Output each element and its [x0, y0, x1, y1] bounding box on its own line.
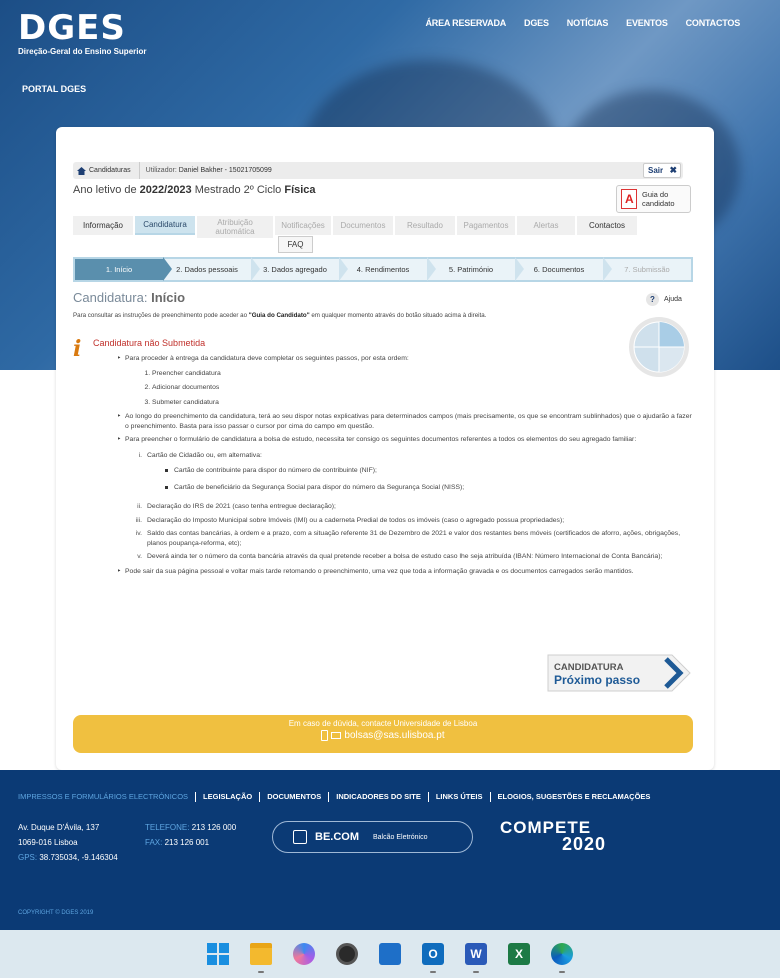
step-documentos[interactable]: 6. Documentos [515, 259, 603, 280]
excel-icon[interactable]: X [508, 943, 530, 965]
address-line2: 1069-016 Lisboa [18, 838, 78, 847]
logo-subtitle: Direção-Geral do Ensino Superior [18, 47, 147, 56]
roman-numeral: iii. [135, 516, 142, 524]
gps-line [18, 850, 118, 865]
intro-text [73, 312, 486, 319]
step-submissao: 7. Submissão [603, 259, 691, 280]
logout-button[interactable] [643, 163, 681, 178]
nav-noticias[interactable]: NOTÍCIAS [566, 18, 609, 28]
page-title [73, 290, 185, 305]
list-item: 3. Submeter candidatura [152, 398, 694, 408]
footer [0, 770, 780, 930]
top-nav [426, 18, 741, 28]
copyright: COPYRIGHT © DGES 2019 [18, 910, 94, 916]
next-step-line1: CANDIDATURA [554, 662, 624, 673]
home-icon [77, 167, 86, 175]
taskbar [0, 930, 780, 978]
edge-icon[interactable] [551, 943, 573, 965]
candidaturas-label: Candidaturas [89, 167, 131, 174]
phone-line [145, 820, 236, 835]
gps-label: GPS: [18, 853, 38, 862]
instructions [114, 354, 694, 576]
becom-button[interactable] [272, 821, 473, 853]
footer-address [18, 820, 118, 865]
nav-area-reservada[interactable]: ÁREA RESERVADA [425, 18, 507, 28]
obs-icon[interactable] [336, 943, 358, 965]
mail-icon [331, 732, 341, 739]
user-prefix: Utilizador: [145, 167, 177, 174]
roman-numeral: iv. [135, 530, 142, 537]
instruction-item: ‣ Ao longo do preenchimento da candidatura, terá ao seu dispor notas explicativas para determinados campos (mais precisamente, os que se encontram sublinhados) que o ajudarão a fazer o preenchimento. Basta para isso passar o cursor por cima do campo em questão. [114, 412, 694, 431]
outlook-icon[interactable]: O [422, 943, 444, 965]
footer-link-elogios[interactable]: ELOGIOS, SUGESTÕES E RECLAMAÇÕES [490, 792, 658, 802]
tab-contactos[interactable]: Contactos [577, 216, 637, 235]
tab-informacao[interactable]: Informação [73, 216, 133, 235]
info-icon: i [73, 336, 82, 362]
instruction-item: ‣ Pode sair da sua página pessoal e voltar mais tarde retomando o preenchimento, uma vez que toda a informação gravada e os documentos carregados serão mantidos. [114, 567, 694, 577]
compete-year: 2020 [562, 834, 607, 854]
list-item: Cartão de beneficiário da Segurança Social para dispor do número da Segurança Social (NISS); [165, 483, 694, 493]
progress-steps [73, 257, 693, 282]
nav-dges[interactable]: DGES [524, 18, 549, 28]
tab-pagamentos: Pagamentos [457, 216, 515, 235]
steps-list [152, 369, 694, 408]
user-info [140, 167, 272, 174]
instruction-item: ‣ Para preencher o formulário de candidatura a bolsa de estudo, necessita ter consigo os seguintes documentos referentes a todos os elementos do seu agregado familiar: [114, 435, 694, 445]
documents-list [130, 451, 694, 562]
logo-text: DGES [18, 8, 126, 48]
app-icon[interactable] [379, 943, 401, 965]
user-bar [73, 162, 683, 179]
contact-email[interactable]: bolsas@sas.ulisboa.pt [344, 730, 445, 741]
guide-label: Guia do candidato [642, 190, 675, 208]
document-item-text: Deverá ainda ter o número da conta bancária através da qual pretende receber a bolsa de estudo caso lhe seja atribuída (IBAN: Número Internacional de Conta Bancária); [147, 553, 663, 560]
tel-value: 213 126 000 [191, 823, 237, 832]
list-item [130, 516, 694, 526]
gps-value: 38.735034, -9.146304 [39, 853, 118, 862]
phone-icon [321, 730, 328, 741]
footer-link-indicadores[interactable]: INDICADORES DO SITE [328, 792, 428, 802]
file-explorer-icon[interactable] [250, 943, 272, 965]
application-card [56, 127, 714, 770]
intro-after: em qualquer momento através do botão situado acima à direita. [309, 312, 487, 319]
footer-link-links-uteis[interactable]: LINKS ÚTEIS [428, 792, 490, 802]
roman-numeral: ii. [137, 503, 142, 510]
user-name: Daniel Bakher - 15021705099 [178, 167, 272, 174]
academic-year-line [73, 184, 316, 196]
list-item [130, 502, 694, 512]
tab-atribuicao-automatica: Atribuição automática [197, 216, 273, 238]
list-item [130, 529, 694, 548]
footer-link-impressos[interactable]: IMPRESSOS E FORMULÁRIOS ELECTRÓNICOS [18, 792, 189, 801]
degree-value: Mestrado 2º Ciclo [194, 184, 282, 196]
list-item [130, 552, 694, 562]
fax-value: 213 126 001 [164, 838, 210, 847]
becom-name: BE.COM [315, 831, 359, 843]
word-icon[interactable]: W [465, 943, 487, 965]
fax-label: FAX: [145, 838, 163, 847]
nav-eventos[interactable]: EVENTOS [626, 18, 668, 28]
step-patrimonio[interactable]: 5. Património [427, 259, 515, 280]
contact-text: Em caso de dúvida, contacte Universidade de Lisboa [288, 719, 478, 728]
help-button[interactable] [646, 293, 682, 306]
notice-title: Candidatura não Submetida [93, 338, 206, 348]
copilot-icon[interactable] [293, 943, 315, 965]
windows-start-icon[interactable] [207, 943, 229, 965]
address-line1: Av. Duque D'Ávila, 137 [18, 823, 100, 832]
compete-logo[interactable] [500, 820, 606, 852]
contact-email-row [73, 730, 693, 741]
roman-numeral: i. [138, 451, 142, 459]
tab-bar [73, 216, 637, 238]
document-item-text: Declaração do IRS de 2021 (caso tenha entregue declaração); [147, 503, 336, 510]
footer-link-legislacao[interactable]: LEGISLAÇÃO [195, 792, 259, 802]
question-icon: ? [646, 293, 659, 306]
tab-resultado: Resultado [395, 216, 455, 235]
next-step-line2: Próximo passo [554, 673, 641, 687]
pdf-icon [621, 189, 637, 209]
intro-before: Para consultar as instruções de preenchimento pode aceder ao [73, 312, 249, 319]
list-item: 2. Adicionar documentos [152, 383, 694, 393]
footer-phones [145, 820, 236, 850]
tab-alertas: Alertas [517, 216, 575, 235]
logout-label: Sair [648, 166, 664, 175]
tab-faq[interactable]: FAQ [278, 236, 313, 253]
document-item-text: Saldo das contas bancárias, à ordem e a prazo, com a situação referente 31 de Dezembro de 2021 e valor dos restantes bens móveis (certificados de aforro, ações, obrigações, planos poupança-reforma, etc); [147, 530, 681, 547]
becom-sub: Balcão Eletrónico [373, 833, 428, 841]
step-dados-pessoais[interactable]: 2. Dados pessoais [163, 259, 251, 280]
guide-button[interactable] [616, 185, 691, 213]
course-value: Física [284, 184, 316, 196]
tab-documentos: Documentos [333, 216, 393, 235]
step-dados-agregado[interactable]: 3. Dados agregado [251, 259, 339, 280]
step-rendimentos[interactable]: 4. Rendimentos [339, 259, 427, 280]
step-inicio[interactable]: 1. Início [75, 259, 163, 280]
tab-notificacoes: Notificações [275, 216, 331, 235]
list-item: 1. Preencher candidatura [152, 369, 694, 379]
intro-bold: "Guia do Candidato" [248, 312, 310, 319]
page-title-name: Início [151, 290, 186, 305]
footer-links [18, 792, 657, 802]
roman-numeral: v. [137, 553, 142, 560]
year-prefix: Ano letivo de [73, 184, 137, 196]
document-item-text: Cartão de Cidadão ou, em alternativa: [147, 451, 262, 459]
footer-link-documentos[interactable]: DOCUMENTOS [259, 792, 328, 802]
nav-contactos[interactable]: CONTACTOS [685, 18, 740, 28]
instruction-item: ‣ Para proceder à entrega da candidatura deve completar os seguintes passos, por esta ordem: [114, 354, 694, 364]
list-item [130, 451, 694, 493]
fax-line [145, 835, 236, 850]
next-step-button[interactable] [546, 653, 692, 693]
contact-banner [73, 715, 693, 753]
help-label: Ajuda [664, 296, 682, 303]
portal-dges-link[interactable]: PORTAL DGES [22, 84, 87, 94]
alternatives-list [165, 466, 694, 492]
tab-candidatura[interactable]: Candidatura [135, 216, 195, 235]
candidaturas-link[interactable] [73, 162, 140, 179]
compete-text: COMPETE [500, 818, 592, 837]
close-icon: ✖ [669, 165, 677, 175]
tel-label: TELEFONE: [145, 823, 190, 832]
dges-logo[interactable] [18, 10, 146, 56]
year-value: 2022/2023 [139, 184, 192, 196]
page-title-prefix: Candidatura: [73, 290, 148, 305]
document-item-text: Declaração do Imposto Municipal sobre Imóveis (IMI) ou a caderneta Predial de todos os imóveis (caso o agregado possua propriedades); [147, 516, 565, 524]
list-item: Cartão de contribuinte para dispor do número de contribuinte (NIF); [165, 466, 694, 476]
edit-icon [293, 830, 307, 844]
